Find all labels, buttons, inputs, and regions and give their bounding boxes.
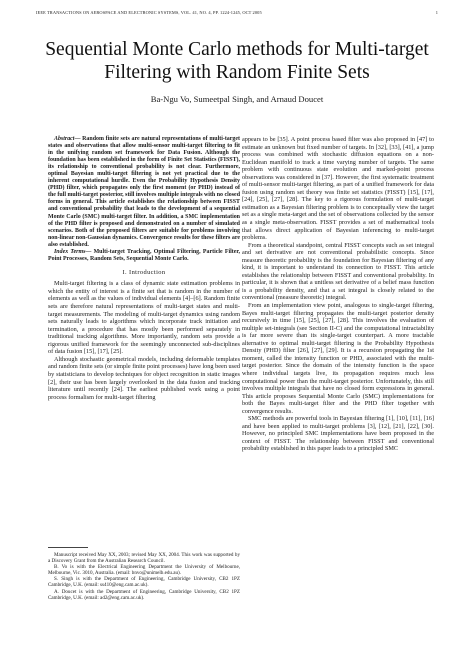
intro-paragraph-1: Multi-target filtering is a class of dynamic state estimation problems in which the entity of interest is a finite set that is random in the number of elements as well as the values of individual elements [4]–[6]. Random finite sets are therefore natural representations of multi-target states and multi-target measurements. The modeling of multi-target dynamics using random sets naturally leads to algorithms which incorporate track initiation and termination, a procedure that has mostly been performed separately in traditional tracking algorithms. More importantly, random sets provide a rigorous unified framework for the seemingly unconnected sub-disciplines of data fusion [15], [17], [25]. [48, 280, 240, 356]
index-terms [48, 249, 240, 263]
index-terms-label: Index Terms [54, 248, 86, 255]
section-heading-introduction: I. Introduction [122, 268, 166, 276]
journal-citation: IEEE TRANSACTIONS ON AEROSPACE AND ELECTRONIC SYSTEMS, VOL. 41, NO. 4, PP. 1224-1245, OCT 2005 [36, 10, 262, 15]
right-paragraph-1: appears to be [35]. A point process based filter was also proposed in [47] to estimate an unknown but fixed number of targets. In [32], [33], [41], a jump process was combined with stochastic diffusion equations on a non-Euclidean manifold to track a time varying number of targets. The same problem with continuous state evolution and marked-point process observations was considered in [37]. However, the first systematic treatment of multi-sensor multi-target filtering, as part of a unified framework for data fusion using random set theory was finite set statistics (FISST) [15], [17], [24], [25], [27], [28]. The key to a rigorous formulation of multi-target estimation as a Bayesian filtering problem is to conceptually view the target set as a single meta-target and the set of observations collected by the sensor as a single meta-observation. FISST provides a set of mathematical tools that allows direct application of Bayesian inferencing to multi-target problems. [242, 136, 434, 242]
intro-paragraph-2: Although stochastic geometrical models, including deformable templates and random finite sets (or simple finite point processes) have long been used by statisticians to develop techniques for object recognition in static images [2], their use has been largely overlooked in the data fusion and tracking literature until recently [24]. The earliest published work using a point process formalism for multi-target filtering [48, 355, 240, 401]
footnote-author-vo: B. Vo is with the Electrical Engineering Department the University of Melbourne, Melbourne, Vic. 3010, Australia. (email: bnvo@unimelb.edu.au). [48, 564, 240, 577]
page-number: 1 [435, 10, 438, 15]
footnotes [48, 552, 240, 601]
running-header [36, 10, 438, 18]
right-paragraph-2: From a theoretical standpoint, central FISST concepts such as set integral and set derivative are not conventional probabilistic concepts. Since measure theoretic probability is the foundation for Bayesian filtering of any kind, it is important to understand its connection to FISST. This article establishes the relationship between FISST and conventional probability. In particular, it is shown that a unitless set derivative of a belief mass function is a probability density, and that a set integral is closely related to the conventional (measure theoretic) integral. [242, 241, 434, 302]
footnote-author-doucet: A. Doucet is with the Department of Engineering, Cambridge University, CB2 1PZ Cambridge, U.K. (email: ad2@eng.cam.ac.uk). [48, 588, 240, 601]
footnote-author-singh: S. Singh is with the Department of Engineering, Cambridge University, CB2 1PZ Cambridge, U.K. (email: ss410@eng.cam.ac.uk). [48, 576, 240, 589]
abstract [48, 136, 240, 249]
right-paragraph-4: SMC methods are powerful tools in Bayesian filtering [1], [10], [11], [16] and have been applied to multi-target problems [3], [12], [21], [22], [30]. However, no principled SMC implementations have been proposed in the context of FISST. The relationship between FISST and conventional probability established in this paper leads to a principled SMC [242, 415, 434, 453]
right-paragraph-3: From an implementation view point, analogous to single-target filtering, Bayes multi-target filtering propagates the multi-target posterior density recursively in time [15], [25], [27], [28]. This involves the evaluation of multiple set-integrals (see Section II-C) and the computational intractability is far more severe than its single-target counterpart. A more tractable alternative to optimal multi-target filtering is the Probability Hypothesis Density (PHD) filter [26], [27], [29]. It is a recursion propagating the 1st moment, called the intensity function or PHD, associated with the multi-target posterior. Since the domain of the intensity function is the space where individual targets live, its propagation requires much less computational power than the multi-target posterior. Unfortunately, this still involves multiple integrals that have no closed form expressions in general. This article proposes Sequential Monte Carlo (SMC) implementations for both the Bayes multi-target filter and the PHD filter together with convergence results. [242, 302, 434, 415]
abstract-label: Abstract [54, 136, 75, 142]
author-list: Ba-Ngu Vo, Sumeetpal Singh, and Arnaud Doucet [150, 94, 324, 104]
left-column [48, 136, 240, 401]
paper-title: Sequential Monte Carlo methods for Multi-target Filtering with Random Finite Sets [45, 39, 429, 83]
footnote-rule [48, 547, 88, 548]
footnote-manuscript: Manuscript received May XX, 2003; revised May XX, 2004. This work was supported by a Discovery Grant from the Australian Research Council. [48, 552, 240, 565]
right-column [242, 136, 434, 453]
abstract-text: — Random finite sets are natural representations of multi-target states and observations that allow multi-sensor multi-target filtering to fit in the unifying random set framework for Data Fusion. Although the foundation has been established in the form of Finite Set Statistics (FISST), its relationship to conventional probability is not clear. Furthermore, optimal Bayesian multi-target filtering is not yet practical due to the inherent computational hurdle. Even the Probability Hypothesis Density (PHD) filter, which propagates only the first moment (or PHD) instead of the full multi-target posterior, still involves multiple integrals with no closed forms in general. This article establishes the relationship between FISST and conventional probability that leads to the development of a sequential Monte Carlo (SMC) multi-target filter. In addition, a SMC implementation of the PHD filter is proposed and demonstrated on a number of simulated scenarios. Both of the proposed filters are suitable for problems involving non-linear non-Gaussian dynamics. Convergence results for these filters are also established. [48, 136, 240, 248]
index-terms-text: — Multi-target Tracking, Optimal Filtering, Particle Filter, Point Processes, Random Sets, Sequential Monte Carlo. [48, 248, 240, 262]
